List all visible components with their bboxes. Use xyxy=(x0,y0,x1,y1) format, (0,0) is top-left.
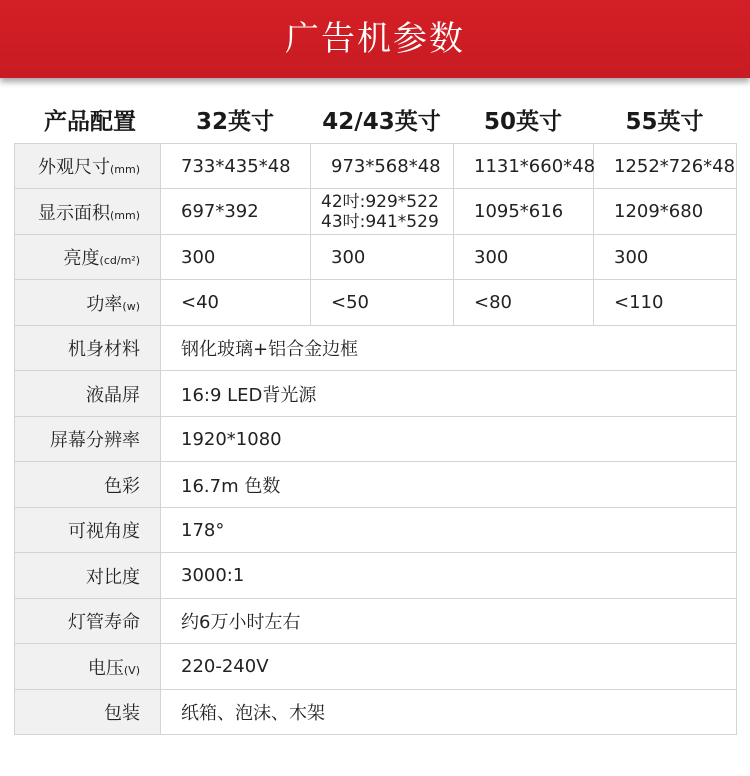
size-header-50: 50英寸 xyxy=(483,109,562,135)
value-cell: 16.7m 色数 xyxy=(161,462,737,508)
unit-text: (w) xyxy=(122,299,140,313)
row-label: 屏幕分辨率 xyxy=(15,417,161,462)
table-row xyxy=(15,326,737,371)
value-cell: 300 xyxy=(594,235,737,280)
value-line-42: 42吋:929*522 xyxy=(321,191,439,212)
value-cell: 1209*680 xyxy=(594,189,737,235)
value-cell: 16:9 LED背光源 xyxy=(161,371,737,417)
row-label: 机身材料 xyxy=(15,326,161,371)
row-label: 灯管寿命 xyxy=(15,599,161,644)
unit-text: (cd/m²) xyxy=(99,254,140,267)
value-cell: <80 xyxy=(454,280,594,326)
value-cell xyxy=(311,189,454,235)
value-cell: 纸箱、泡沫、木架 xyxy=(161,690,737,735)
value-cell: 1252*726*48 xyxy=(594,144,737,189)
label-text: 亮度 xyxy=(63,248,100,269)
table-row xyxy=(15,417,737,462)
row-label: 液晶屏 xyxy=(15,371,161,417)
table-row xyxy=(15,644,737,690)
table-row xyxy=(15,189,737,235)
unit-text: (mm) xyxy=(109,208,140,222)
value-cell: 697*392 xyxy=(161,189,311,235)
size-header-32: 32英寸 xyxy=(195,109,274,135)
row-label xyxy=(15,189,161,235)
size-header-55: 55英寸 xyxy=(625,109,704,135)
label-text: 显示面积 xyxy=(37,202,110,224)
table-row xyxy=(15,280,737,326)
value-cell: 178° xyxy=(161,508,737,553)
table-row xyxy=(15,371,737,417)
row-label: 对比度 xyxy=(15,553,161,599)
table-row xyxy=(15,553,737,599)
row-label xyxy=(15,235,161,280)
value-cell: 钢化玻璃+铝合金边框 xyxy=(161,326,737,371)
value-line-43: 43吋:941*529 xyxy=(321,211,439,232)
row-label: 可视角度 xyxy=(15,508,161,553)
label-text: 功率 xyxy=(86,293,123,315)
value-cell: 973*568*48 xyxy=(311,144,454,189)
value-cell: 1131*660*48 xyxy=(454,144,594,189)
row-label xyxy=(15,280,161,326)
value-cell: <50 xyxy=(311,280,454,326)
value-cell: 1920*1080 xyxy=(161,417,737,462)
config-header: 产品配置 xyxy=(44,109,136,135)
table-row xyxy=(15,599,737,644)
value-cell: 3000:1 xyxy=(161,553,737,599)
unit-text: (mm) xyxy=(109,163,140,176)
title-banner xyxy=(0,0,750,78)
value-cell: <40 xyxy=(161,280,311,326)
size-header-42-43: 42/43英寸 xyxy=(322,109,441,135)
value-cell: 733*435*48 xyxy=(161,144,311,189)
value-cell: 300 xyxy=(454,235,594,280)
unit-text: (V) xyxy=(123,663,140,677)
label-text: 电压 xyxy=(87,657,124,679)
value-cell: 约6万小时左右 xyxy=(161,599,737,644)
row-label xyxy=(15,144,161,189)
row-label xyxy=(15,644,161,690)
table-row xyxy=(15,508,737,553)
spec-table xyxy=(14,143,737,735)
value-cell: 1095*616 xyxy=(454,189,594,235)
value-cell: <110 xyxy=(594,280,737,326)
table-row xyxy=(15,690,737,735)
row-label: 包装 xyxy=(15,690,161,735)
label-text: 外观尺寸 xyxy=(37,157,110,178)
table-row xyxy=(15,235,737,280)
size-header-row xyxy=(0,104,750,140)
page-title: 广告机参数 xyxy=(285,19,465,59)
value-cell: 300 xyxy=(311,235,454,280)
row-label: 色彩 xyxy=(15,462,161,508)
value-cell: 220-240V xyxy=(161,644,737,690)
value-cell: 300 xyxy=(161,235,311,280)
table-row xyxy=(15,462,737,508)
table-row xyxy=(15,144,737,189)
